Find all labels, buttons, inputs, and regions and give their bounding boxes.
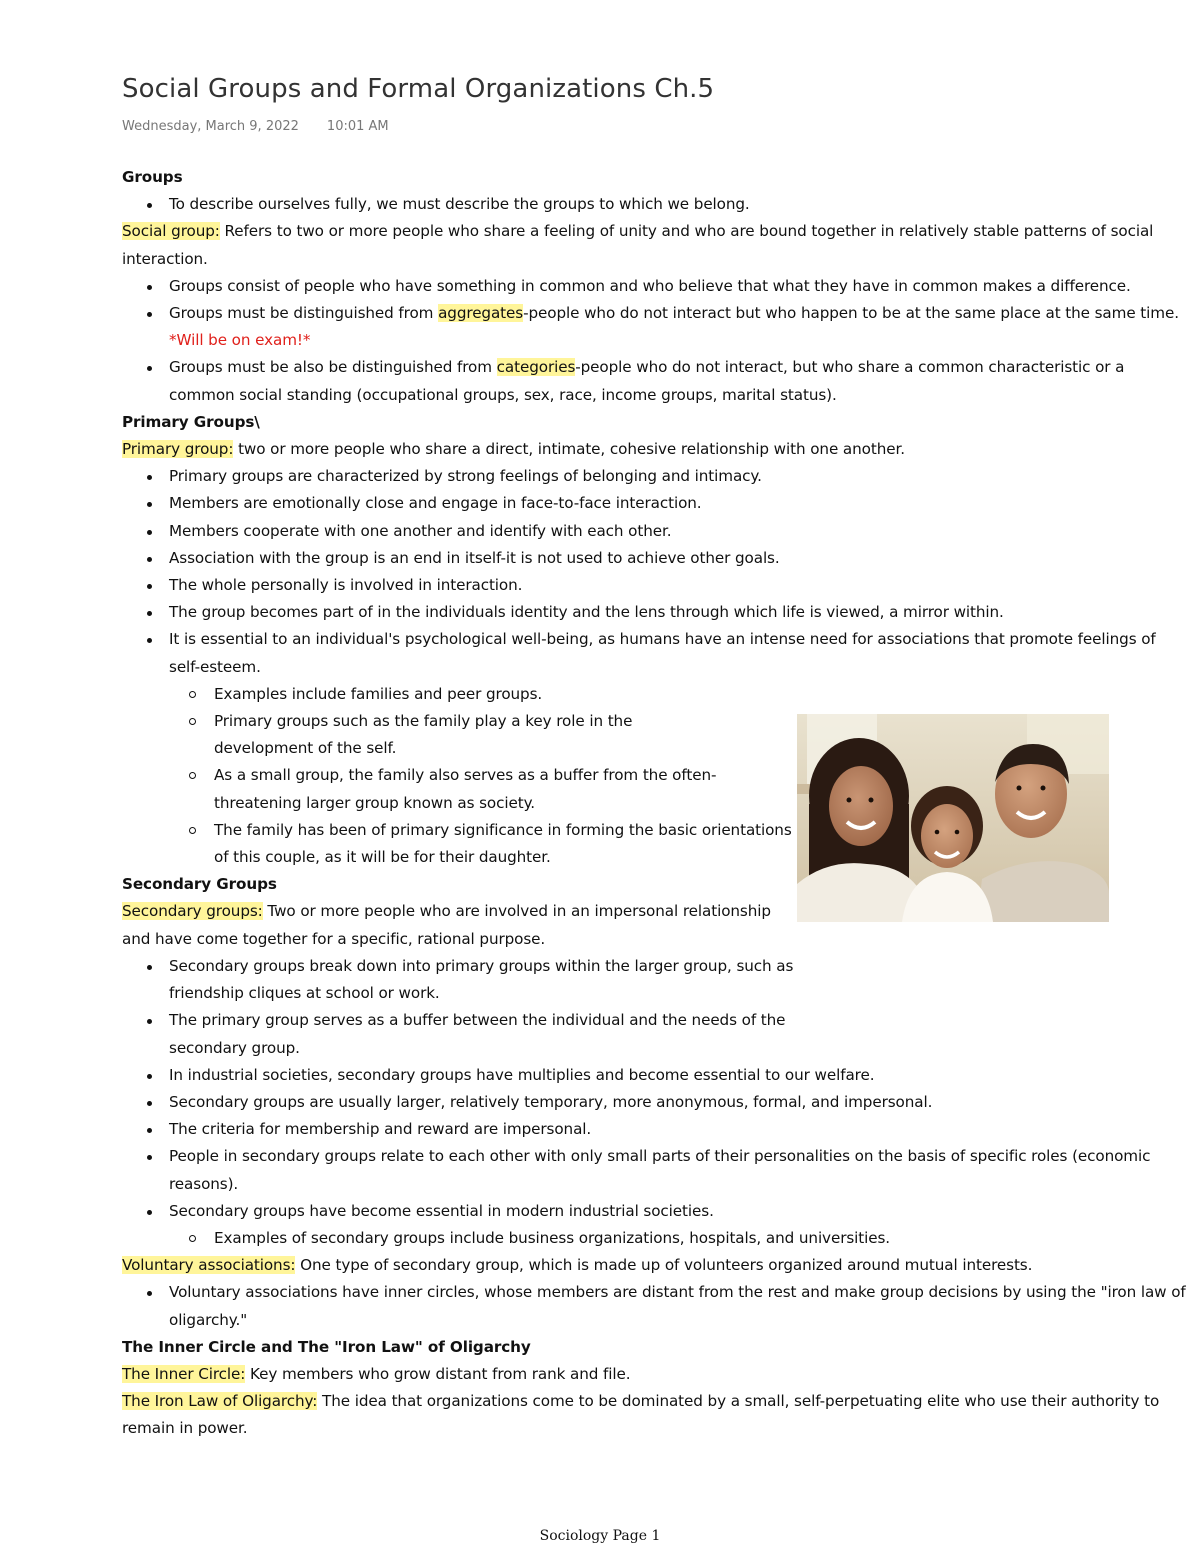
list-item: The primary group serves as a buffer between the individual and the needs of the secondary group. bbox=[122, 1007, 834, 1061]
list-item: Secondary groups break down into primary groups within the larger group, such as friendship cliques at school or work. bbox=[122, 953, 834, 1007]
sub-list-item: The family has been of primary significance in forming the basic orientations of this couple, as it will be for their daughter. bbox=[122, 817, 794, 871]
list-item: Secondary groups are usually larger, relatively temporary, more anonymous, formal, and impersonal. bbox=[122, 1089, 1188, 1116]
list-item: The whole personally is involved in interaction. bbox=[122, 572, 1188, 599]
definition-text: Two or more people who are involved in an impersonal relationship and have come together for a specific, rational purpose. bbox=[122, 902, 771, 948]
list-item: The criteria for membership and reward are impersonal. bbox=[122, 1116, 1188, 1143]
secondary-sub-list bbox=[122, 1225, 1188, 1252]
definition-iron-law bbox=[122, 1388, 1188, 1442]
family-photo bbox=[797, 714, 1109, 922]
list-item: Members are emotionally close and engage in face-to-face interaction. bbox=[122, 490, 1188, 517]
list-item: Secondary groups have become essential in modern industrial societies. bbox=[122, 1198, 1188, 1225]
sub-list-item: As a small group, the family also serves as a buffer from the often-threatening larger group known as society. bbox=[122, 762, 774, 816]
groups-intro-list bbox=[122, 191, 1188, 218]
list-item: People in secondary groups relate to each other with only small parts of their personalities on the basis of specific roles (economic reasons). bbox=[122, 1143, 1188, 1197]
term-aggregates: aggregates bbox=[438, 304, 524, 323]
list-item: It is essential to an individual's psychological well-being, as humans have an intense need for associations that promote feelings of self-esteem. bbox=[122, 626, 1188, 680]
page-title: Social Groups and Formal Organizations Ch.5 bbox=[122, 74, 715, 104]
definition-social-group bbox=[122, 218, 1188, 272]
note-timestamp bbox=[122, 119, 389, 134]
term-voluntary-associations: Voluntary associations: bbox=[122, 1256, 296, 1275]
text: -people who do not interact but who happen to be at the same place at the same time. bbox=[523, 304, 1179, 323]
list-item: The group becomes part of in the individuals identity and the lens through which life is viewed, a mirror within. bbox=[122, 599, 1188, 626]
definition-inner-circle bbox=[122, 1361, 1188, 1388]
definition-secondary-groups bbox=[122, 898, 782, 952]
list-item: Members cooperate with one another and identify with each other. bbox=[122, 518, 1188, 545]
heading-secondary-groups: Secondary Groups bbox=[122, 875, 277, 894]
exam-note: *Will be on exam!* bbox=[169, 331, 311, 350]
definition-voluntary-associations bbox=[122, 1252, 1188, 1279]
groups-list bbox=[122, 273, 1188, 409]
family-photo-image bbox=[797, 714, 1109, 922]
text: Groups must be distinguished from bbox=[169, 304, 439, 323]
definition-text: two or more people who share a direct, intimate, cohesive relationship with one another. bbox=[233, 440, 905, 459]
list-item: To describe ourselves fully, we must describe the groups to which we belong. bbox=[122, 191, 1188, 218]
term-categories: categories bbox=[496, 358, 576, 377]
text: Groups must be also be distinguished from bbox=[169, 358, 497, 377]
secondary-list bbox=[122, 953, 1188, 1225]
term-iron-law: The Iron Law of Oligarchy: bbox=[122, 1392, 318, 1411]
definition-text: Refers to two or more people who share a feeling of unity and who are bound together in relatively stable patterns of social interaction. bbox=[122, 222, 1154, 268]
sub-list-item: Examples include families and peer groups. bbox=[122, 681, 1188, 708]
term-social-group: Social group: bbox=[122, 222, 220, 241]
note-date: Wednesday, March 9, 2022 bbox=[122, 119, 299, 134]
heading-primary-groups: Primary Groups\ bbox=[122, 412, 260, 431]
voluntary-list bbox=[122, 1279, 1188, 1333]
sub-list-item: Primary groups such as the family play a key role in the development of the self. bbox=[122, 708, 734, 762]
list-item: Groups consist of people who have something in common and who believe that what they have in common makes a difference. bbox=[122, 273, 1188, 300]
definition-text: One type of secondary group, which is made up of volunteers organized around mutual interests. bbox=[295, 1256, 1033, 1275]
definition-text: The idea that organizations come to be dominated by a small, self-perpetuating elite who use their authority to remain in power. bbox=[122, 1392, 1160, 1438]
list-item: Primary groups are characterized by strong feelings of belonging and intimacy. bbox=[122, 463, 1188, 490]
list-item: Association with the group is an end in itself-it is not used to achieve other goals. bbox=[122, 545, 1188, 572]
list-item bbox=[122, 300, 1188, 354]
term-secondary-groups: Secondary groups: bbox=[122, 902, 263, 921]
definition-text: Key members who grow distant from rank and file. bbox=[245, 1364, 631, 1383]
definition-primary-group bbox=[122, 436, 1188, 463]
text: -people who do not interact, but who share a common characteristic or a common social standing (occupational groups, sex, race, income groups, marital status). bbox=[169, 358, 1125, 404]
list-item: In industrial societies, secondary groups have multiplies and become essential to our welfare. bbox=[122, 1062, 1188, 1089]
heading-groups: Groups bbox=[122, 168, 183, 186]
note-time: 10:01 AM bbox=[326, 119, 389, 134]
term-inner-circle: The Inner Circle: bbox=[122, 1364, 246, 1383]
primary-list bbox=[122, 463, 1188, 681]
list-item bbox=[122, 354, 1188, 408]
term-primary-group: Primary group: bbox=[122, 440, 234, 459]
heading-inner-circle: The Inner Circle and The "Iron Law" of Oligarchy bbox=[122, 1337, 531, 1356]
page-footer: Sociology Page 1 bbox=[539, 1528, 661, 1544]
sub-list-item: Examples of secondary groups include business organizations, hospitals, and universities. bbox=[122, 1225, 1188, 1252]
list-item: Voluntary associations have inner circles, whose members are distant from the rest and make group decisions by using the "iron law of oligarchy." bbox=[122, 1279, 1188, 1333]
